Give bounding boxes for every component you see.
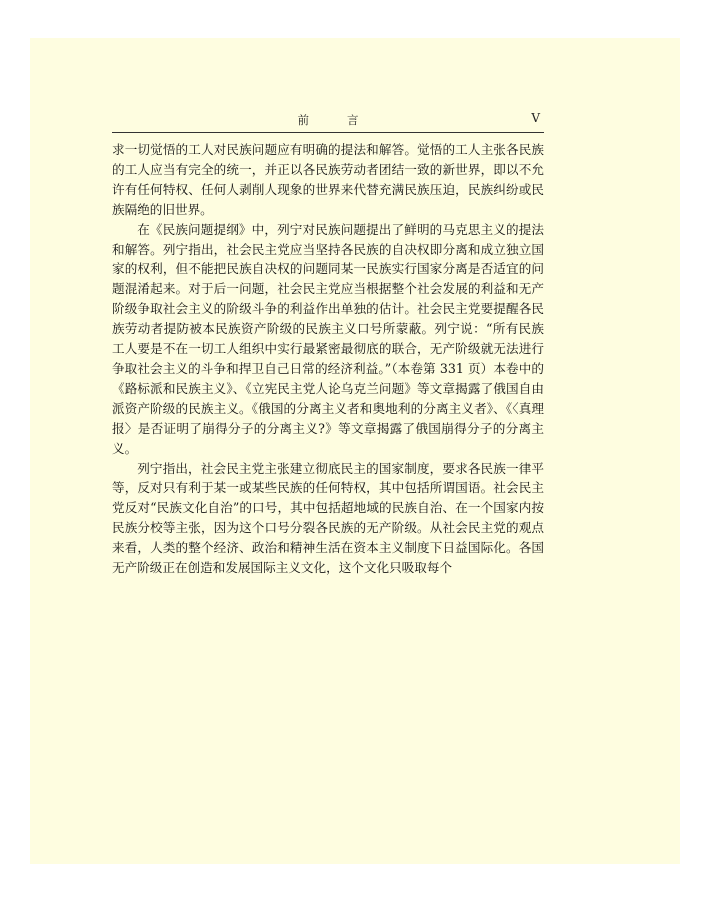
body-text [112,140,544,578]
running-title-char-2: 言 [347,113,359,127]
paragraph-1: 求一切觉悟的工人对民族问题应有明确的提法和解答。觉悟的工人主张各民族的工人应当有完全的统一，并正以各民族劳动者团结一致的新世界，即以不允许有任何特权、任何人剥削人现象的世界来代替充满民族压迫，民族纠纷或民族隔绝的旧世界。 [112,142,544,217]
running-title-char-1: 前 [297,113,309,127]
page-number: V [531,111,540,125]
paragraph-3: 列宁指出，社会民主党主张建立彻底民主的国家制度，要求各民族一律平等，反对只有利于某一或某些民族的任何特权，其中包括所谓国语。社会民主党反对“民族文化自治”的口号，其中包括超地域的民族自治、在一个国家内按民族分校等主张，因为这个口号分裂各民族的无产阶级。从社会民主党的观点来看，人类的整个经济、政治和精神生活在资本主义制度下日益国际化。各国无产阶级正在创造和发展国际主义文化，这个文化只吸取每个 [112,460,544,576]
paragraph-2: 在《民族问题提纲》中，列宁对民族问题提出了鲜明的马克思主义的提法和解答。列宁指出，社会民主党应当坚持各民族的自决权即分离和成立独立国家的权利，但不能把民族自决权的问题同某一民族实行国家分离是否适宜的问题混淆起来。对于后一问题，社会民主党应当根据整个社会发展的利益和无产阶级争取社会主义的阶级斗争的利益作出单独的估计。社会民主党要提醒各民族劳动者提防被本民族资产阶级的民族主义口号所蒙蔽。列宁说：“所有民族工人要是不在一切工人组织中实行最紧密最彻底的联合，无产阶级就无法进行争取社会主义的斗争和捍卫自己日常的经济利益。”（本卷第 331 页）本卷中的《路标派和民族主义》、《立宪民主党人论乌克兰问题》等文章揭露了俄国自由派资产阶级的民族主义。《俄国的分离主义者和奥地利的分离主义者》、《〈真理报〉是否证明了崩得分子的分离主义?》等文章揭露了俄国崩得分子的分离主义。 [112,221,544,456]
running-header [112,110,544,133]
running-title [112,112,544,128]
